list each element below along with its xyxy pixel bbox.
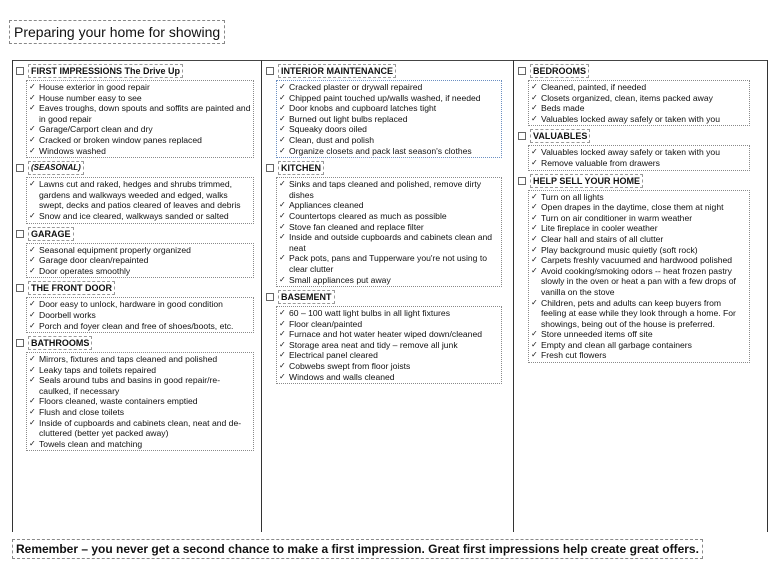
checklist xyxy=(276,80,502,158)
checklist-item: ✓ Avoid cooking/smoking odors -- heat frozen pastry slowly in the oven or heat a pan with a few drops of vanilla on the stove xyxy=(531,266,747,298)
section-heading xyxy=(16,161,254,175)
checkbox-icon[interactable] xyxy=(266,293,274,301)
section-heading-label: (SEASONAL) xyxy=(28,161,84,175)
section-heading-label: BEDROOMS xyxy=(530,64,589,78)
checklist-item: ✓ Cracked or broken window panes replaced xyxy=(29,135,251,146)
section-heading-label: GARAGE xyxy=(28,227,74,241)
section-heading-label: HELP SELL YOUR HOME xyxy=(530,174,643,188)
checklist-item: ✓ Door easy to unlock, hardware in good condition xyxy=(29,299,251,310)
checklist-item: ✓ Sinks and taps cleaned and polished, remove dirty dishes xyxy=(279,179,499,200)
section-garage xyxy=(16,227,254,279)
section-heading-label: BATHROOMS xyxy=(28,336,92,350)
checklist-item: ✓ Mirrors, fixtures and taps cleaned and polished xyxy=(29,354,251,365)
checklist xyxy=(528,145,750,170)
section-heading xyxy=(518,174,750,188)
checklist xyxy=(528,80,750,126)
section-the-front-door xyxy=(16,281,254,333)
checklist-item: ✓ Valuables locked away safely or taken with you xyxy=(531,114,747,125)
checkbox-icon[interactable] xyxy=(16,67,24,75)
section-heading xyxy=(16,227,254,241)
checklist-item: ✓ Remove valuable from drawers xyxy=(531,158,747,169)
checklist-item: ✓ Doorbell works xyxy=(29,310,251,321)
page-title: Preparing your home for showing xyxy=(9,20,225,44)
checklist-item: ✓ Empty and clean all garbage containers xyxy=(531,340,747,351)
section-heading-label: FIRST IMPRESSIONS The Drive Up xyxy=(28,64,183,78)
checklist-item: ✓ Windows and walls cleaned xyxy=(279,372,499,383)
section-bathrooms xyxy=(16,336,254,451)
checklist xyxy=(276,177,502,287)
checklist xyxy=(26,177,254,223)
checklist-item: ✓ Beds made xyxy=(531,103,747,114)
checklist-item: ✓ Cracked plaster or drywall repaired xyxy=(279,82,499,93)
checklist-item: ✓ Cleaned, painted, if needed xyxy=(531,82,747,93)
checklist-item: ✓ Clear hall and stairs of all clutter xyxy=(531,234,747,245)
checklist xyxy=(528,190,750,364)
checklist xyxy=(26,243,254,279)
column-divider-right xyxy=(767,60,768,532)
section-heading-label: INTERIOR MAINTENANCE xyxy=(278,64,396,78)
section-heading xyxy=(16,281,254,295)
checklist-item: ✓ House number easy to see xyxy=(29,93,251,104)
section-interior-maintenance xyxy=(266,64,502,158)
checklist-item: ✓ Lite fireplace in cooler weather xyxy=(531,223,747,234)
checklist-item: ✓ Fresh cut flowers xyxy=(531,350,747,361)
checklist-column-3 xyxy=(518,64,750,366)
section-heading xyxy=(266,161,502,175)
checklist-item: ✓ Appliances cleaned xyxy=(279,200,499,211)
section-help-sell-your-home xyxy=(518,174,750,364)
column-divider-1 xyxy=(261,60,262,532)
section-valuables xyxy=(518,129,750,170)
checkbox-icon[interactable] xyxy=(16,284,24,292)
checklist-item: ✓ Chipped paint touched up/walls washed, if needed xyxy=(279,93,499,104)
checklist-item: ✓ Furnace and hot water heater wiped down/cleaned xyxy=(279,329,499,340)
checklist-item: ✓ Floor clean/painted xyxy=(279,319,499,330)
checkbox-icon[interactable] xyxy=(518,67,526,75)
checklist-item: ✓ Open drapes in the daytime, close them at night xyxy=(531,202,747,213)
checklist-item: ✓ Leaky taps and toilets repaired xyxy=(29,365,251,376)
checklist-item: ✓ Garage door clean/repainted xyxy=(29,255,251,266)
checklist-item: ✓ Closets organized, clean, items packed away xyxy=(531,93,747,104)
checklist-item: ✓ Turn on air conditioner in warm weather xyxy=(531,213,747,224)
checklist-item: ✓ Floors cleaned, waste containers emptied xyxy=(29,396,251,407)
section-heading-label: KITCHEN xyxy=(278,161,324,175)
section-heading-label: THE FRONT DOOR xyxy=(28,281,115,295)
checkbox-icon[interactable] xyxy=(518,177,526,185)
section-seasonal xyxy=(16,161,254,223)
checklist-item: ✓ Organize closets and pack last season's clothes xyxy=(279,146,499,157)
checklist-item: ✓ Inside and outside cupboards and cabinets clean and neat xyxy=(279,232,499,253)
checklist xyxy=(26,352,254,451)
checklist-item: ✓ Inside of cupboards and cabinets clean, neat and de-cluttered (better yet packed away) xyxy=(29,418,251,439)
checklist-item: ✓ Store unneeded items off site xyxy=(531,329,747,340)
checklist-item: ✓ Turn on all lights xyxy=(531,192,747,203)
section-heading-label: BASEMENT xyxy=(278,290,335,304)
checklist-item: ✓ Storage area neat and tidy – remove all junk xyxy=(279,340,499,351)
checklist xyxy=(276,306,502,384)
checklist-item: ✓ Pack pots, pans and Tupperware you're not using to clear clutter xyxy=(279,253,499,274)
checklist-item: ✓ Small appliances put away xyxy=(279,275,499,286)
checklist-item: ✓ Windows washed xyxy=(29,146,251,157)
checklist-item: ✓ Flush and close toilets xyxy=(29,407,251,418)
section-kitchen xyxy=(266,161,502,287)
checklist-item: ✓ Towels clean and matching xyxy=(29,439,251,450)
checklist-column-2 xyxy=(266,64,502,387)
section-first-impressions-the-drive-up xyxy=(16,64,254,158)
checklist-item: ✓ Children, pets and adults can keep buyers from feeling at ease while they look through a home. For showings, being out of the house is preferred. xyxy=(531,298,747,330)
checklist xyxy=(26,297,254,333)
section-heading xyxy=(266,290,502,304)
checkbox-icon[interactable] xyxy=(266,164,274,172)
checklist xyxy=(26,80,254,158)
checklist-item: ✓ Garage/Carport clean and dry xyxy=(29,124,251,135)
checklist-item: ✓ Cobwebs swept from floor joists xyxy=(279,361,499,372)
checklist-item: ✓ Door knobs and cupboard latches tight xyxy=(279,103,499,114)
checklist-item: ✓ Eaves troughs, down spouts and soffits are painted and in good repair xyxy=(29,103,251,124)
checklist-item: ✓ Lawns cut and raked, hedges and shrubs trimmed, gardens and walkways weeded and edged, walks swept, decks and patios cleared of leaves and debris xyxy=(29,179,251,211)
section-basement xyxy=(266,290,502,384)
checklist-item: ✓ Stove fan cleaned and replace filter xyxy=(279,222,499,233)
column-divider-2 xyxy=(513,60,514,532)
section-heading xyxy=(16,336,254,350)
checkbox-icon[interactable] xyxy=(266,67,274,75)
checklist-item: ✓ Door operates smoothly xyxy=(29,266,251,277)
checkbox-icon[interactable] xyxy=(16,230,24,238)
checklist-column-1 xyxy=(16,64,254,454)
section-heading-label: VALUABLES xyxy=(530,129,590,143)
checklist-item: ✓ Seals around tubs and basins in good repair/re-caulked, if necessary xyxy=(29,375,251,396)
checkbox-icon[interactable] xyxy=(518,132,526,140)
footer-reminder: Remember – you never get a second chance to make a first impression. Great first impressions help create great offers. xyxy=(12,539,703,559)
column-divider-left xyxy=(12,60,13,532)
checklist-item: ✓ Electrical panel cleared xyxy=(279,350,499,361)
section-heading xyxy=(266,64,502,78)
checklist-item: ✓ House exterior in good repair xyxy=(29,82,251,93)
checkbox-icon[interactable] xyxy=(16,339,24,347)
checklist-item: ✓ Carpets freshly vacuumed and hardwood polished xyxy=(531,255,747,266)
checkbox-icon[interactable] xyxy=(16,164,24,172)
section-heading xyxy=(16,64,254,78)
checklist-item: ✓ Countertops cleared as much as possible xyxy=(279,211,499,222)
checklist-item: ✓ Squeaky doors oiled xyxy=(279,124,499,135)
section-heading xyxy=(518,64,750,78)
checklist-item: ✓ Porch and foyer clean and free of shoes/boots, etc. xyxy=(29,321,251,332)
section-heading xyxy=(518,129,750,143)
checklist-item: ✓ Seasonal equipment properly organized xyxy=(29,245,251,256)
checklist-item: ✓ Play background music quietly (soft rock) xyxy=(531,245,747,256)
checklist-item: ✓ Snow and ice cleared, walkways sanded or salted xyxy=(29,211,251,222)
section-bedrooms xyxy=(518,64,750,126)
checklist-item: ✓ 60 – 100 watt light bulbs in all light fixtures xyxy=(279,308,499,319)
checklist-item: ✓ Valuables locked away safely or taken with you xyxy=(531,147,747,158)
checklist-item: ✓ Burned out light bulbs replaced xyxy=(279,114,499,125)
checklist-item: ✓ Clean, dust and polish xyxy=(279,135,499,146)
